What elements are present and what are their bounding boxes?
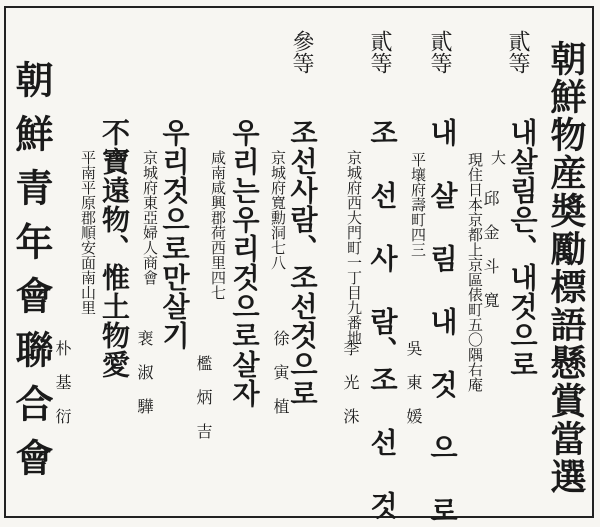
organization-name: 朝鮮青年會聯合會	[9, 60, 54, 492]
entry-name: 吳東媛	[404, 340, 423, 442]
entry-address: 現住日本京都上京區俵町五〇隅右庵	[466, 152, 484, 392]
entry-address: 平南平原郡順安面南山里	[79, 150, 97, 315]
entry-name: 檻炳吉	[194, 355, 213, 457]
entry-name: 邱金斗寬	[481, 190, 500, 326]
entry-address: 咸南咸興郡荷西里四七	[209, 150, 227, 300]
entry-slogan: 내살림은、내것으로	[506, 118, 539, 379]
entry-address: 京城府寬勳洞七八	[269, 150, 287, 270]
entry-name: 李光洙	[341, 340, 360, 442]
entry-slogan: 내 살 림 내 것 으 로	[426, 118, 459, 525]
entry-prize-label: 大	[489, 150, 507, 165]
entry-name: 朴基衍	[53, 340, 72, 442]
entry-slogan: 조선사람、조선것으로	[286, 118, 319, 408]
entry-rank: 參等	[289, 30, 314, 74]
entry-address: 京城府西大門町一丁目九番地	[345, 150, 363, 345]
entry-name: 徐寅植	[271, 330, 290, 432]
entry-slogan: 우리것으로만살기	[158, 118, 191, 350]
entry-rank: 貳等	[505, 30, 530, 74]
entry-rank: 貳等	[427, 30, 452, 74]
announcement-title: 朝鮮物産奬勵標語懸賞當選	[545, 40, 587, 496]
entry-slogan: 우리는우리것으로살자	[228, 118, 261, 408]
entry-address: 京城府東亞婦人商會	[141, 150, 159, 285]
entry-address: 平壤府壽町四三	[409, 152, 427, 257]
entry-slogan: 조 선 사 람、조 선 것	[366, 118, 399, 520]
entry-name: 裵淑驊	[135, 330, 154, 432]
entry-slogan: 不寶遠物、惟土物愛	[98, 118, 131, 379]
entry-rank: 貳等	[367, 30, 392, 74]
